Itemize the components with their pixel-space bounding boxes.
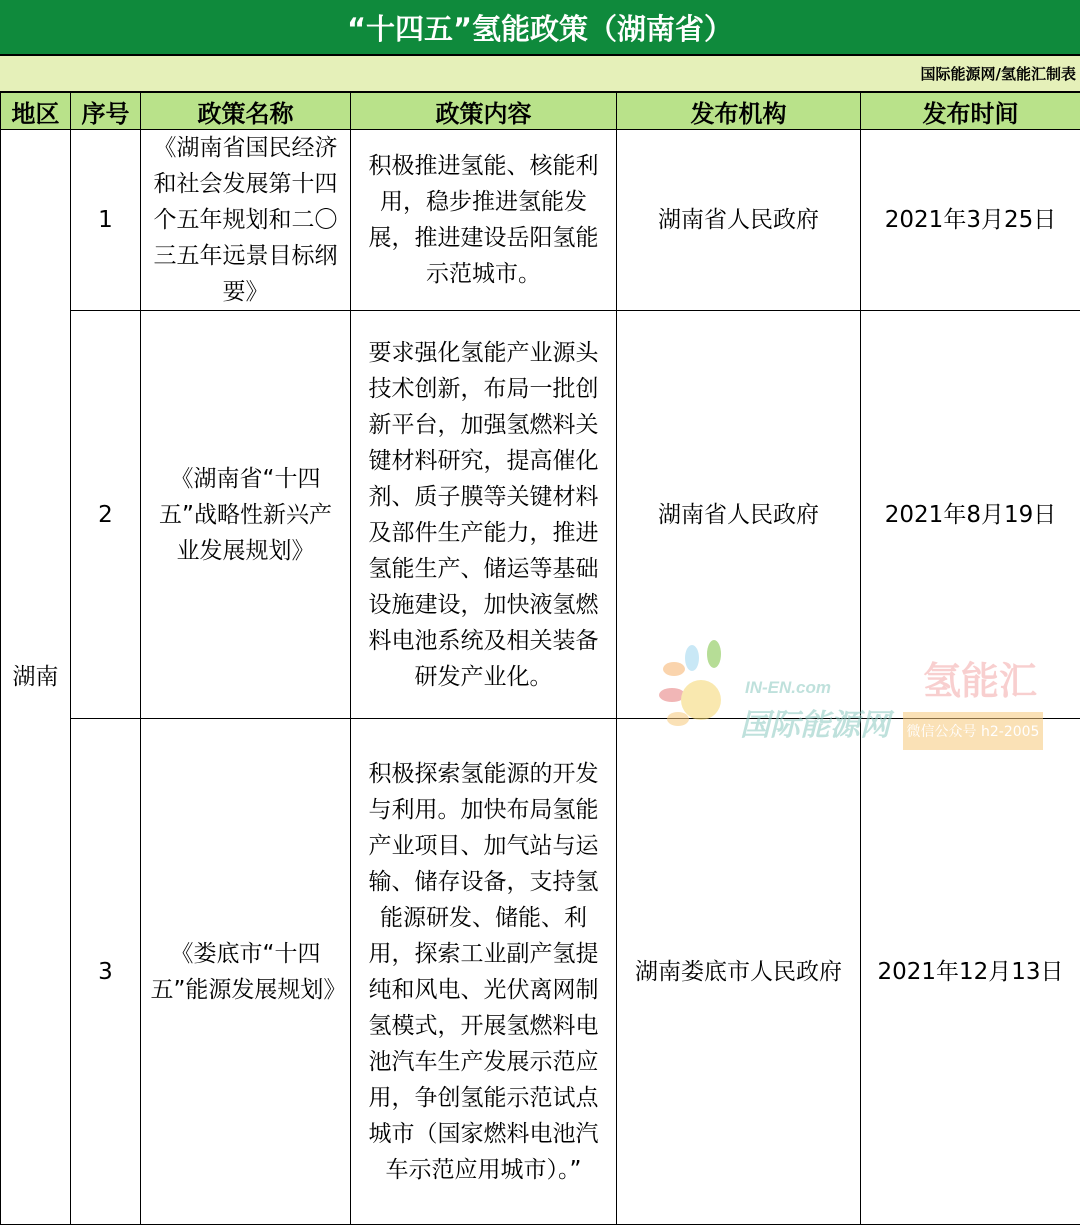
table-row — [1, 719, 1080, 1225]
policy-content-cell — [351, 719, 617, 1225]
policy-name-text: 《娄底市“十四五”能源发展规划》 — [151, 936, 341, 1008]
watermark-logo-text: 国际能源网 — [740, 700, 890, 744]
policy-content-cell — [351, 130, 617, 311]
header-region: 地区 — [1, 93, 71, 130]
policy-content-text: 积极探索氢能源的开发与利用。加快布局氢能产业项目、加气站与运输、储存设备，支持氢能源研发、储能、利用，探索工业副产氢提纯和风电、光伏离网制氢模式，开展氢燃料电池汽车生产发展示范应用，争创氢能示范试点城市（国家燃料电池汽车示范应用城市）。” — [362, 756, 606, 1188]
table-title: “十四五”氢能政策（湖南省） — [0, 0, 1080, 56]
date-cell: 2021年3月25日 — [861, 130, 1080, 311]
table-row — [1, 130, 1080, 311]
source-note-bar — [0, 56, 1080, 92]
policy-name-cell — [141, 719, 351, 1225]
source-note: 国际能源网/氢能汇制表 — [921, 63, 1076, 84]
header-index: 序号 — [71, 93, 141, 130]
watermark-logo-subtext: IN-EN.com — [745, 678, 831, 698]
policy-name-cell — [141, 311, 351, 719]
agency-cell: 湖南省人民政府 — [617, 311, 861, 719]
region-cell: 湖南 — [1, 130, 71, 1225]
policy-table — [0, 92, 1080, 1225]
date-cell: 2021年8月19日 — [861, 311, 1080, 719]
header-policy-content: 政策内容 — [351, 93, 617, 130]
policy-name-cell — [141, 130, 351, 311]
index-cell: 1 — [71, 130, 141, 311]
agency-cell: 湖南娄底市人民政府 — [617, 719, 861, 1225]
header-agency: 发布机构 — [617, 93, 861, 130]
date-cell: 2021年12月13日 — [861, 719, 1080, 1225]
table-row — [1, 311, 1080, 719]
policy-content-text: 积极推进氢能、核能利用，稳步推进氢能发展，推进建设岳阳氢能示范城市。 — [362, 148, 606, 292]
header-policy-name: 政策名称 — [141, 93, 351, 130]
index-cell: 2 — [71, 311, 141, 719]
watermark-h2-badge: 微信公众号 h2-2005 — [903, 712, 1043, 750]
header-row — [1, 93, 1080, 130]
watermark-h2-text: 氢能汇 — [923, 650, 1037, 705]
policy-content-text: 要求强化氢能产业源头技术创新，布局一批创新平台，加强氢燃料关键材料研究，提高催化剂、质子膜等关键材料及部件生产能力，推进氢能生产、储运等基础设施建设，加快液氢燃料电池系统及相关装备研发产业化。 — [362, 335, 606, 695]
policy-name-text: 《湖南省国民经济和社会发展第十四个五年规划和二〇三五年远景目标纲要》 — [151, 130, 341, 310]
index-cell: 3 — [71, 719, 141, 1225]
header-date: 发布时间 — [861, 93, 1080, 130]
policy-name-text: 《湖南省“十四五”战略性新兴产业发展规划》 — [151, 461, 341, 569]
policy-content-cell — [351, 311, 617, 719]
agency-cell: 湖南省人民政府 — [617, 130, 861, 311]
